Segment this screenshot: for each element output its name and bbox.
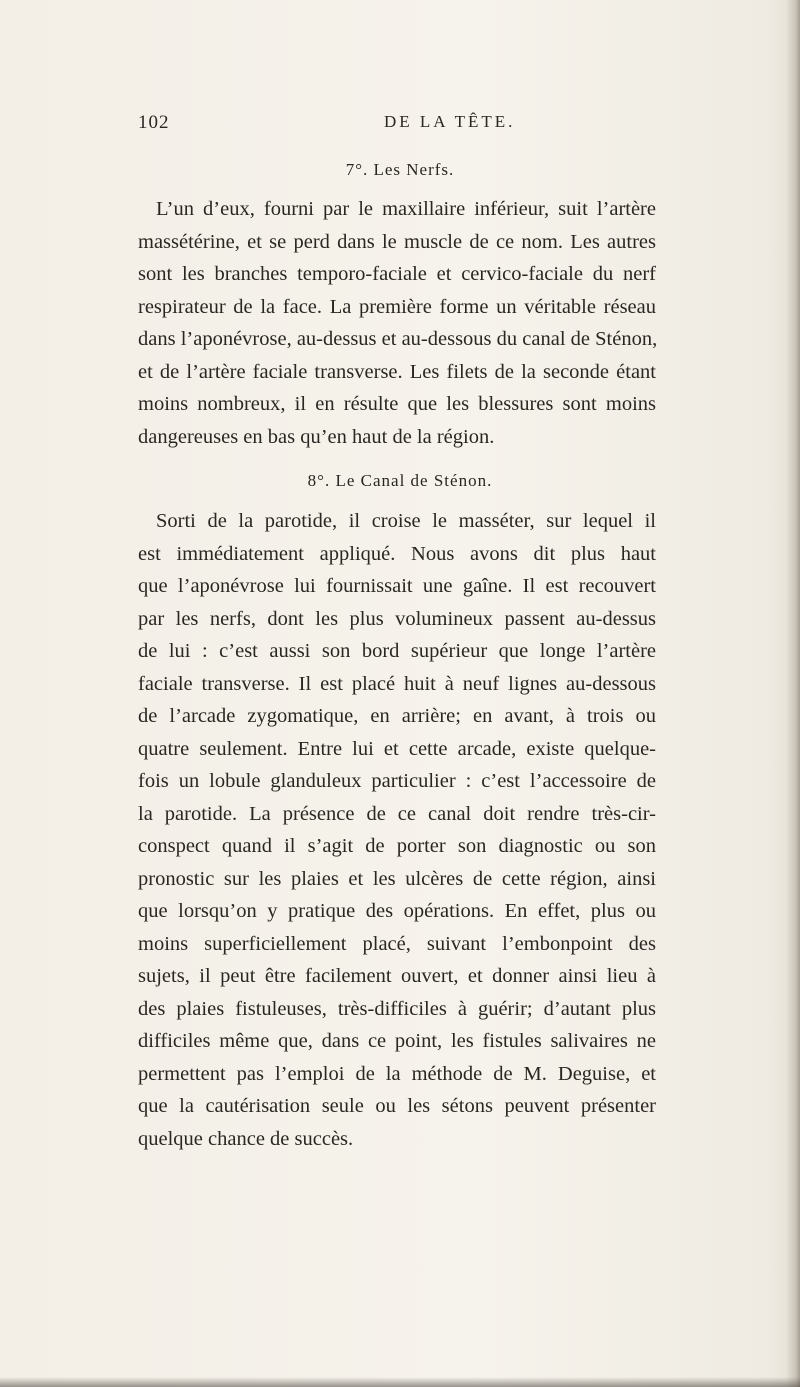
text-line: conspect quand il s’agit de porter son diagnostic ou son [138, 835, 656, 857]
page-header [138, 112, 658, 138]
text-line: de lui : c’est aussi son bord supérieur que longe l’artère [138, 640, 656, 662]
text-line: permettent pas l’emploi de la méthode de M. Deguise, et [138, 1062, 656, 1085]
page-edge-shadow [786, 0, 800, 1387]
text-line: quatre seulement. Entre lui et cette arcade, existe quelque- [138, 737, 656, 760]
text-line: que lorsqu’on y pratique des opérations. En effet, plus ou [138, 900, 656, 922]
paragraph-nerfs [138, 193, 656, 453]
text-line: que la cautérisation seule ou les sétons peuvent présenter [138, 1095, 656, 1117]
text-line: fois un lobule glanduleux particulier : c’est l’accessoire de [138, 770, 656, 792]
text-line: massétérine, et se perd dans le muscle de ce nom. Les autres [138, 230, 656, 253]
text-line: Sorti de la parotide, il croise le masséter, sur lequel il [156, 510, 656, 532]
paragraph-canal [138, 505, 656, 1155]
page-number: 102 [138, 112, 170, 133]
text-line: respirateur de la face. La première forme un véritable réseau [138, 295, 656, 318]
text-line: que l’aponévrose lui fournissait une gaîne. Il est recouvert [138, 575, 656, 597]
text-line: sujets, il peut être facilement ouvert, et donner ainsi lieu à [138, 965, 656, 987]
text-line: et de l’artère faciale transverse. Les filets de la seconde étant [138, 360, 656, 383]
text-line: faciale transverse. Il est placé huit à neuf lignes au-dessous [138, 672, 656, 695]
section-heading-canal: 8°. Le Canal de Sténon. [307, 471, 493, 490]
text-line: de l’arcade zygomatique, en arrière; en avant, à trois ou [138, 705, 656, 727]
text-line: moins superficiellement placé, suivant l’embonpoint des [138, 932, 656, 955]
text-line: des plaies fistuleuses, très-difficiles à guérir; d’autant plus [138, 997, 656, 1020]
page-bottom-shadow [0, 1377, 800, 1387]
text-line: la parotide. La présence de ce canal doit rendre très-cir- [138, 802, 656, 825]
text-line: pronostic sur les plaies et les ulcères de cette région, ainsi [138, 867, 656, 890]
text-line: par les nerfs, dont les plus volumineux passent au-dessus [138, 607, 656, 630]
text-line: difficiles même que, dans ce point, les fistules salivaires ne [138, 1030, 656, 1052]
running-title: DE LA TÊTE. [384, 112, 516, 131]
text-line: est immédiatement appliqué. Nous avons dit plus haut [138, 542, 656, 565]
text-line: dangereuses en bas qu’en haut de la région. [138, 425, 495, 448]
text-line: L’un d’eux, fourni par le maxillaire inférieur, suit l’artère [156, 198, 656, 220]
text-line: sont les branches temporo-faciale et cervico-faciale du nerf [138, 263, 656, 285]
text-line: quelque chance de succès. [138, 1127, 354, 1150]
section-heading-nerfs: 7°. Les Nerfs. [345, 160, 455, 179]
text-line: dans l’aponévrose, au-dessus et au-dessous du canal de Sténon, [138, 328, 658, 350]
text-line: moins nombreux, il en résulte que les blessures sont moins [138, 393, 656, 415]
